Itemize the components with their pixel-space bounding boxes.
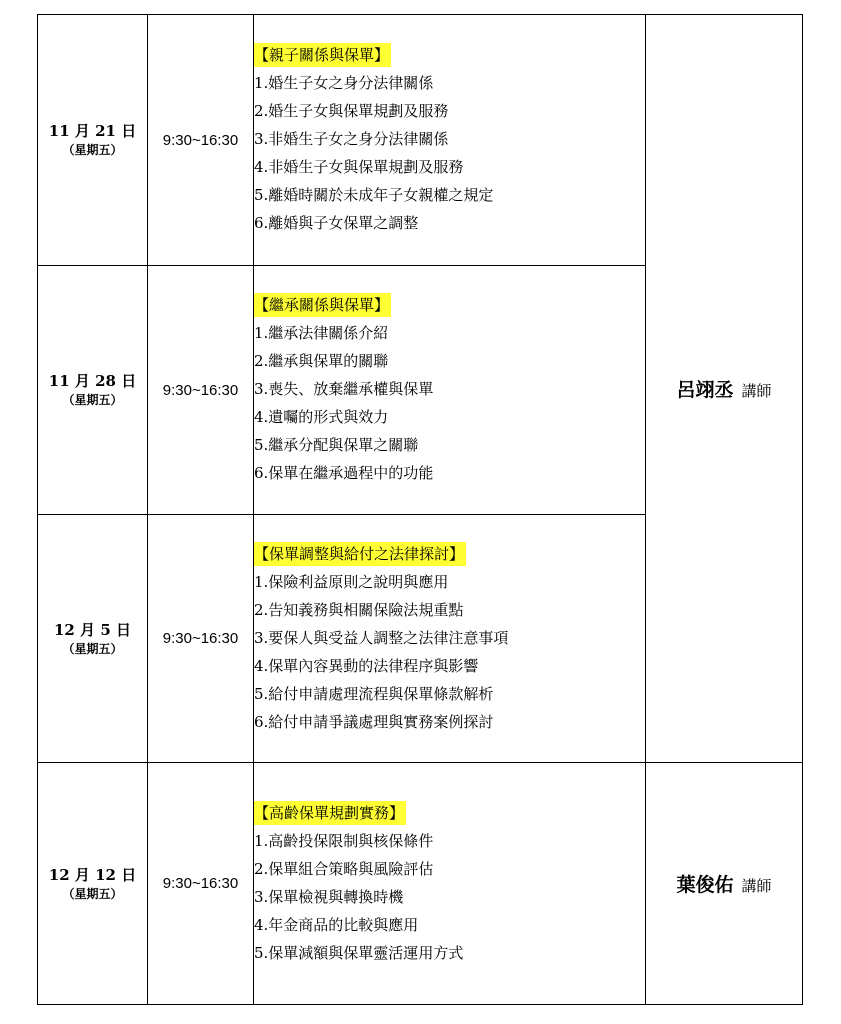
session-weekday: （星期五）	[62, 393, 123, 407]
session-weekday: （星期五）	[62, 143, 123, 157]
topic-list	[254, 319, 645, 487]
session-weekday: （星期五）	[62, 886, 123, 901]
session-row	[38, 15, 803, 266]
teacher-role: 講師	[741, 382, 772, 400]
topic-cell	[254, 15, 646, 266]
session-row	[38, 763, 803, 1005]
topic-title: 【繼承關係與保單】	[254, 293, 391, 317]
topic-item: 4.年金商品的比較與應用	[254, 915, 419, 934]
topic-item: 5.保單減額與保單靈活運用方式	[254, 943, 464, 962]
date-cell	[38, 763, 148, 1005]
session-date: 12 月 12 日	[48, 865, 137, 884]
session-time: 9:30~16:30	[148, 763, 254, 1005]
topic-item: 2.繼承與保單的關聯	[254, 352, 389, 370]
topic-item: 2.告知義務與相關保險法規重點	[254, 600, 464, 619]
topic-cell	[254, 763, 646, 1005]
topic-list	[254, 568, 645, 736]
teacher-role: 講師	[741, 877, 772, 895]
topic-title: 【高齡保單規劃實務】	[254, 801, 406, 825]
teacher-cell	[646, 15, 803, 763]
session-weekday: （星期五）	[62, 641, 123, 656]
topic-item: 4.非婚生子女與保單規劃及服務	[254, 158, 464, 176]
topic-item: 5.給付申請處理流程與保單條款解析	[254, 684, 494, 703]
topic-item: 4.保單內容異動的法律程序與影響	[254, 656, 479, 675]
date-cell	[38, 266, 148, 515]
date-cell	[38, 15, 148, 266]
course-schedule-table	[37, 14, 803, 1005]
topic-list	[254, 69, 645, 237]
session-date: 11 月 28 日	[48, 372, 137, 390]
topic-item: 1.婚生子女之身分法律關係	[254, 74, 434, 92]
topic-item: 4.遺囑的形式與效力	[254, 408, 389, 426]
topic-item: 1.保險利益原則之說明與應用	[254, 572, 449, 591]
topic-item: 1.高齡投保限制與核保條件	[254, 831, 434, 850]
topic-item: 3.喪失、放棄繼承權與保單	[254, 380, 434, 398]
topic-item: 5.繼承分配與保單之關聯	[254, 436, 419, 454]
teacher-name: 呂翊丞	[676, 379, 734, 401]
topic-cell	[254, 266, 646, 515]
topic-item: 2.婚生子女與保單規劃及服務	[254, 102, 449, 120]
topic-item: 3.非婚生子女之身分法律關係	[254, 130, 449, 148]
topic-item: 2.保單組合策略與風險評估	[254, 859, 434, 878]
topic-title: 【親子關係與保單】	[254, 43, 391, 67]
teacher-cell	[646, 763, 803, 1005]
topic-cell	[254, 515, 646, 763]
teacher-name: 葉俊佑	[676, 874, 734, 896]
topic-item: 6.離婚與子女保單之調整	[254, 214, 419, 232]
session-date: 12 月 5 日	[54, 620, 131, 639]
session-time: 9:30~16:30	[148, 266, 254, 515]
topic-item: 1.繼承法律關係介紹	[254, 324, 389, 342]
topic-item: 3.保單檢視與轉換時機	[254, 887, 404, 906]
date-cell	[38, 515, 148, 763]
topic-item: 6.保單在繼承過程中的功能	[254, 464, 434, 482]
topic-item: 3.要保人與受益人調整之法律注意事項	[254, 628, 509, 647]
session-time: 9:30~16:30	[148, 515, 254, 763]
topic-title: 【保單調整與給付之法律探討】	[254, 542, 466, 566]
topic-list	[254, 827, 645, 967]
topic-item: 5.離婚時關於未成年子女親權之規定	[254, 186, 494, 204]
session-time: 9:30~16:30	[148, 15, 254, 266]
session-date: 11 月 21 日	[48, 122, 137, 140]
topic-item: 6.給付申請爭議處理與實務案例探討	[254, 712, 494, 731]
